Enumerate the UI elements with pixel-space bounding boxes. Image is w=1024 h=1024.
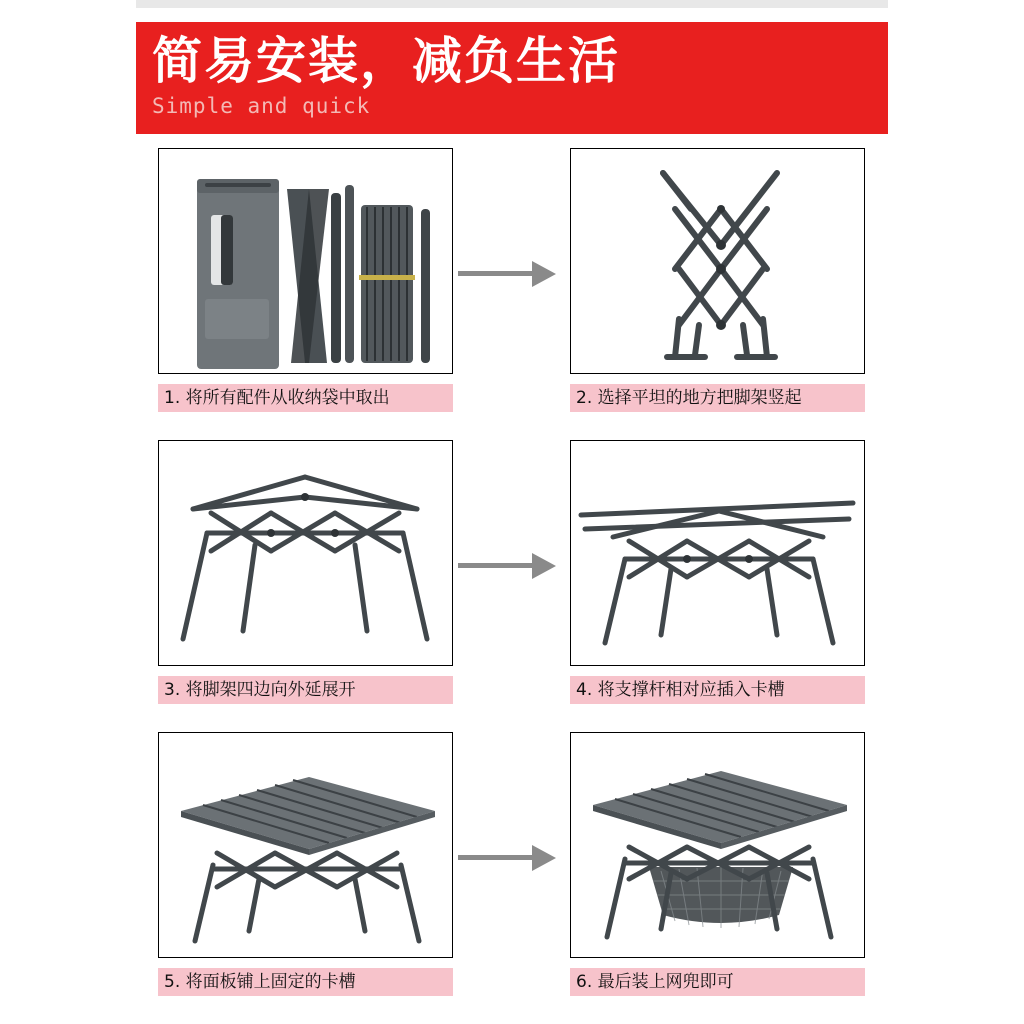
mesh-basket-installed-icon: [571, 733, 864, 957]
step-card-6: [570, 732, 865, 996]
step-4-caption: 4. 将支撑杆相对应插入卡槽: [570, 676, 865, 704]
steps-row-1: [0, 148, 1024, 440]
steps-row-2: [0, 440, 1024, 732]
step-card-1: [158, 148, 453, 412]
header-banner: [136, 22, 888, 134]
arrow-head: [532, 261, 556, 287]
support-bars-inserted-icon: [571, 441, 864, 665]
step-6-caption: 6. 最后装上网兜即可: [570, 968, 865, 996]
arrow-head: [532, 553, 556, 579]
step-2-photo: [570, 148, 865, 374]
step-2-caption: 2. 选择平坦的地方把脚架竖起: [570, 384, 865, 412]
step-3-caption: 3. 将脚架四边向外延展开: [158, 676, 453, 704]
step-card-3: [158, 440, 453, 704]
arrow-5-to-6: [458, 844, 558, 870]
arrow-shaft: [458, 855, 536, 860]
steps-grid: [0, 148, 1024, 1024]
step-1-caption: 1. 将所有配件从收纳袋中取出: [158, 384, 453, 412]
step-4-photo: [570, 440, 865, 666]
arrow-shaft: [458, 563, 536, 568]
arrow-head: [532, 845, 556, 871]
top-grey-strip: [136, 0, 888, 8]
arrow-3-to-4: [458, 552, 558, 578]
step-card-4: [570, 440, 865, 704]
storage-bag-and-poles-icon: [159, 149, 452, 373]
frame-expanded-icon: [159, 441, 452, 665]
steps-row-3: [0, 732, 1024, 1024]
step-5-caption: 5. 将面板铺上固定的卡槽: [158, 968, 453, 996]
step-5-photo: [158, 732, 453, 958]
step-3-photo: [158, 440, 453, 666]
step-6-photo: [570, 732, 865, 958]
frame-standing-upright-icon: [571, 149, 864, 373]
arrow-1-to-2: [458, 260, 558, 286]
step-1-photo: [158, 148, 453, 374]
arrow-shaft: [458, 271, 536, 276]
table-top-installed-icon: [159, 733, 452, 957]
banner-subtitle: Simple and quick: [152, 94, 371, 118]
step-card-5: [158, 732, 453, 996]
banner-title: 简易安装，减负生活: [152, 32, 620, 90]
step-card-2: [570, 148, 865, 412]
